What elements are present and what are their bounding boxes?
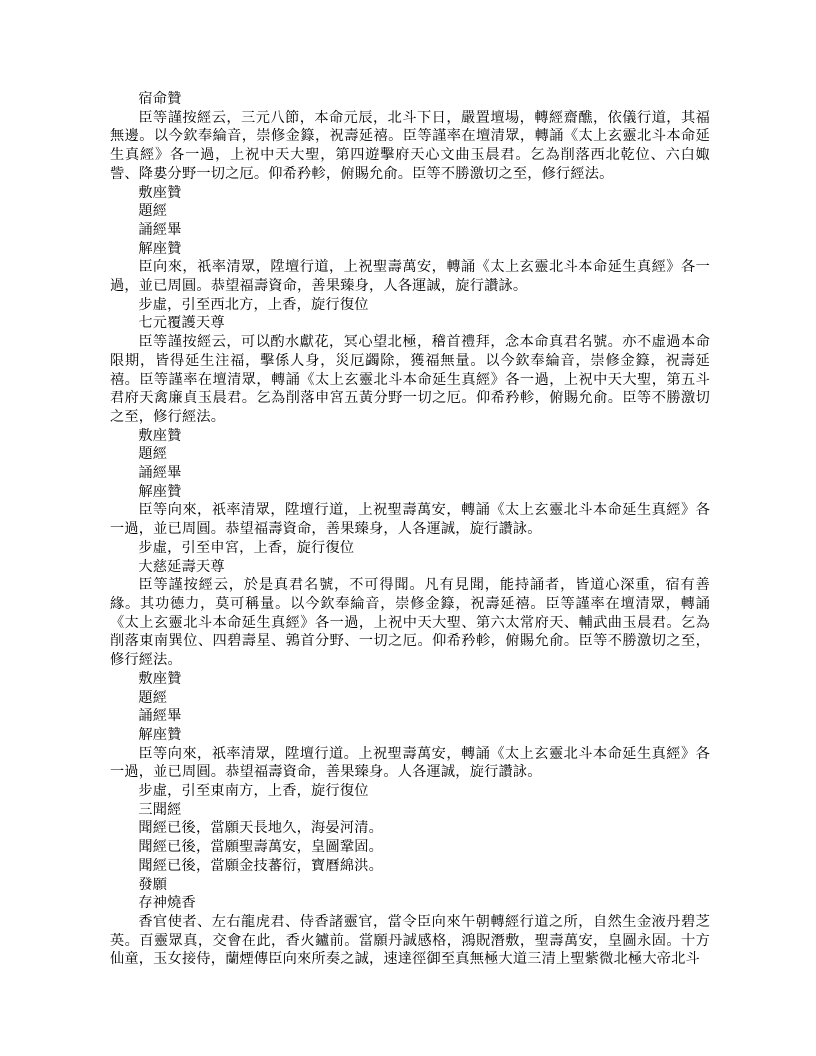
document-body [110, 90, 710, 969]
body-paragraph: 臣等向來，祇率清眾，陞壇行道。上祝聖壽萬安，轉誦《太上玄靈北斗本命延生真經》各一過，並已周圓。恭望福壽資命，善果臻身。人各運誠，旋行讚詠。 [110, 745, 710, 781]
section-heading: 發願 [138, 876, 168, 893]
section-heading: 題經 [138, 446, 168, 463]
section-heading: 題經 [138, 203, 168, 220]
section-heading: 題經 [138, 689, 168, 706]
body-paragraph: 聞經已後，當願金技蕃衍，寶曆綿洪。 [138, 857, 383, 874]
section-heading: 敷座贊 [138, 184, 182, 201]
section-heading: 存神燒香 [138, 895, 196, 912]
rubric-line: 步虛，引至東南方，上香，旋行復位 [138, 783, 369, 800]
body-paragraph: 臣等謹按經云，可以酌水獻花，冥心望北極，稽首禮拜，念本命真君名號。亦不虛過本命限期，皆得延生注福，擊係人身，災厄蠲除，獲福無量。以今欽奉綸音，崇修金籙，祝壽延禧。臣等謹率在壇清眾，轉誦《太上玄靈北斗本命延生真經》各一過，上祝中天大聖，第五斗君府天禽廉貞玉晨君。乞為削落申宮五黃分野一切之厄。仰希矜軫，俯賜允俞。臣等不勝激切之至，修行經法。 [110, 334, 710, 425]
section-heading: 宿命贊 [138, 91, 182, 107]
section-heading: 解座贊 [138, 483, 182, 500]
section-heading: 誦經畢 [138, 221, 182, 238]
body-paragraph: 臣向來，祇率清眾，陞壇行道，上祝聖壽萬安，轉誦《太上玄靈北斗本命延生真經》各一過，並已周圓。恭望福壽資命，善果臻身，人各運誠，旋行讚詠。 [110, 259, 710, 295]
section-heading: 解座贊 [138, 240, 182, 257]
section-heading: 誦經畢 [138, 465, 182, 482]
section-heading: 敷座贊 [138, 670, 182, 687]
rubric-line: 步虛，引至西北方，上香，旋行復位 [138, 296, 369, 313]
body-paragraph: 聞經已後，當願天長地久，海晏河清。 [138, 820, 383, 837]
body-paragraph: 臣等向來，祇率清眾，陞壇行道，上祝聖壽萬安，轉誦《太上玄靈北斗本命延生真經》各一過，並已周圓。恭望福壽資命，善果臻身，人各運誠，旋行讚詠。 [110, 502, 710, 538]
section-heading: 大慈延壽天尊 [138, 558, 225, 575]
section-heading: 七元覆護天尊 [138, 315, 225, 332]
rubric-line: 步虛，引至申宮，上香，旋行復位 [138, 539, 355, 556]
section-heading: 三聞經 [138, 801, 182, 818]
body-paragraph: 臣等謹按經云，於是真君名號，不可得聞。凡有見聞，能持誦者，皆道心深重，宿有善緣。其功德力，莫可稱量。以今欽奉綸音，崇修金籙，祝壽延禧。臣等謹率在壇清眾，轉誦《太上玄靈北斗本命延生真經》各一過，上祝中天大聖、第六太常府天、輔武曲玉晨君。乞為削落東南巽位、四碧壽星、鶉首分野、一切之厄。仰希矜軫，俯賜允俞。臣等不勝激切之至，修行經法。 [110, 577, 710, 669]
section-heading: 敷座贊 [138, 427, 182, 444]
body-paragraph: 聞經已後，當願聖壽萬安，皇圖鞏固。 [138, 839, 383, 856]
section-heading: 誦經畢 [138, 708, 182, 725]
body-paragraph: 香官使者、左右龍虎君、侍香諸靈官，當令臣向來午朝轉經行道之所，自然生金液丹碧芝英。百靈眾真，交會在此，香火鑪前。當願丹誠感格，鴻貺潛敷，聖壽萬安，皇圖永固。十方仙童，玉女接侍，蘭煙傳臣向來所奏之誠，速達徑御至真無極大道三清上聖紫微北極大帝北斗 [110, 913, 710, 968]
section-heading: 解座贊 [138, 726, 182, 743]
body-paragraph: 臣等謹按經云，三元八節，本命元辰，北斗下日，嚴置壇場，轉經齋醮，依儀行道，其福無邊。以今欽奉綸音，崇修金籙，祝壽延禧。臣等謹率在壇清眾，轉誦《太上玄靈北斗本命延生真經》各一過，上祝中天大聖，第四遊擊府天心文曲玉晨君。乞為削落西北乾位、六白娵訾、降婁分野一切之厄。仰希矜軫，俯賜允俞。臣等不勝激切之至，修行經法。 [110, 109, 710, 182]
